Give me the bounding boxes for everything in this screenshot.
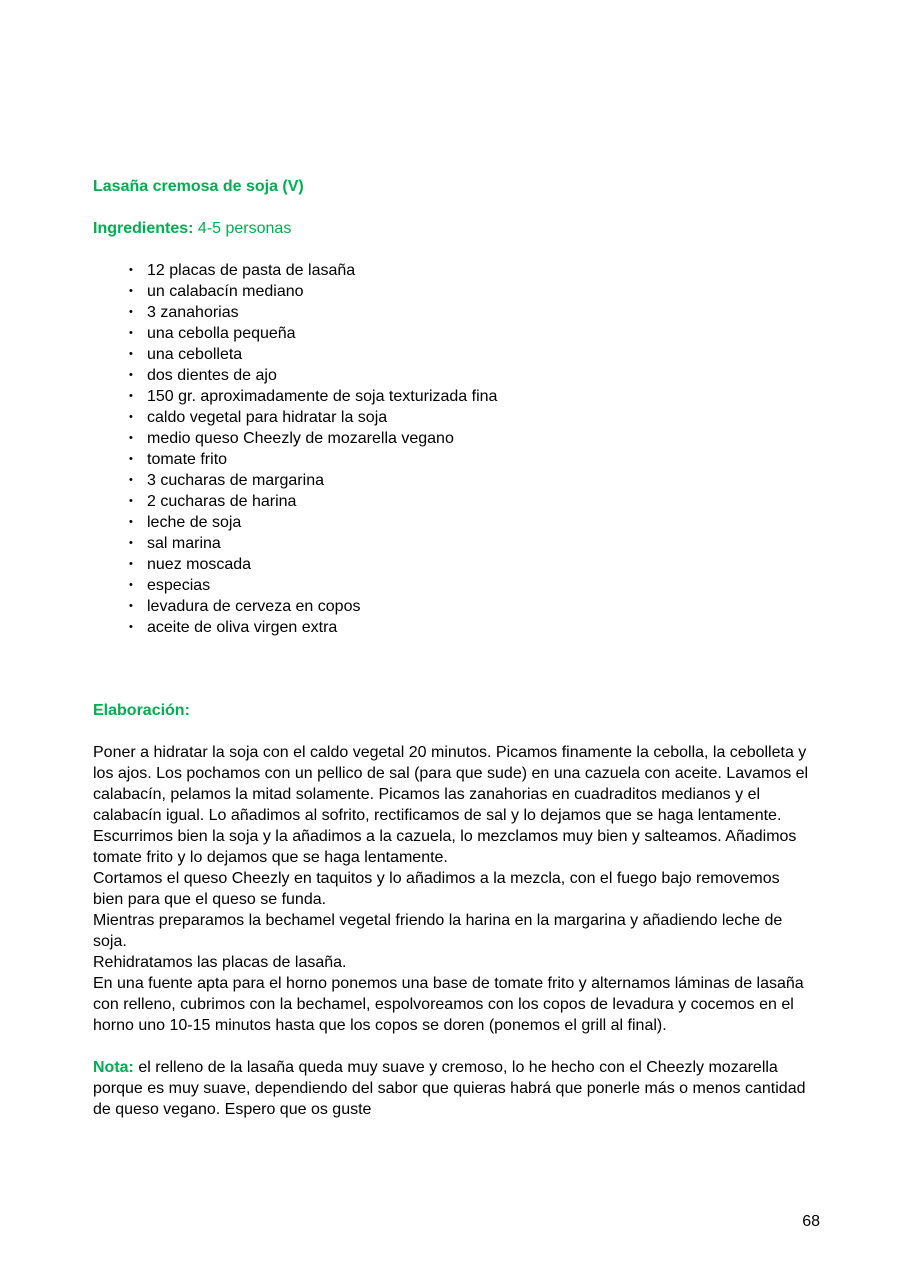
elaboration-paragraph: Poner a hidratar la soja con el caldo vegetal 20 minutos. Picamos finamente la cebolla, la cebolleta y los ajos. Los pochamos con un pellico de sal (para que sude) en una cazuela con aceite. Lavamos el calabacín, pelamos la mitad solamente. Picamos las zanahorias en cuadraditos medianos y el calabacín igual. Lo añadimos al sofrito, rectificamos de sal y lo dejamos que se haga lentamente. Escurrimos bien la soja y la añadimos a la cazuela, lo mezclamos muy bien y salteamos. Añadimos tomate frito y lo dejamos que se haga lentamente. [93,744,809,866]
ingredient-item: • levadura de cerveza en copos [127,596,812,617]
ingredient-item: • caldo vegetal para hidratar la soja [127,407,812,428]
ingredient-item: • un calabacín mediano [127,281,812,302]
ingredient-item: • 3 zanahorias [127,302,812,323]
ingredient-item: • medio queso Cheezly de mozarella vegano [127,428,812,449]
ingredient-item: • especias [127,575,812,596]
note-text: el relleno de la lasaña queda muy suave y cremoso, lo he hecho con el Cheezly mozarella porque es muy suave, dependiendo del sabor que quieras habrá que ponerle más o menos cantidad de queso vegano. Espero que os guste [93,1059,806,1118]
page-number: 68 [802,1213,820,1230]
ingredients-servings: 4-5 personas [197,220,292,237]
ingredient-item: • 150 gr. aproximadamente de soja texturizada fina [127,386,812,407]
note-paragraph [93,1057,812,1120]
ingredients-label: Ingredientes: [93,220,194,237]
ingredient-item: • 3 cucharas de margarina [127,470,812,491]
ingredient-item: • tomate frito [127,449,812,470]
ingredient-item: • dos dientes de ajo [127,365,812,386]
ingredient-item: • nuez moscada [127,554,812,575]
elaboration-paragraph: Rehidratamos las placas de lasaña. [93,954,347,971]
ingredient-item: • sal marina [127,533,812,554]
elaboration-paragraph: Mientras preparamos la bechamel vegetal friendo la harina en la margarina y añadiendo leche de soja. [93,912,783,950]
elaboration-paragraphs [93,742,812,1036]
ingredient-item: • una cebolla pequeña [127,323,812,344]
ingredients-header [93,218,812,239]
ingredient-item: • 2 cucharas de harina [127,491,812,512]
ingredient-item: • 12 placas de pasta de lasaña [127,260,812,281]
elaboration-label: Elaboración: [93,702,190,719]
elaboration-paragraph: Cortamos el queso Cheezly en taquitos y lo añadimos a la mezcla, con el fuego bajo removemos bien para que el queso se funda. [93,870,780,908]
recipe-title: Lasaña cremosa de soja (V) [93,178,304,195]
elaboration-paragraph: En una fuente apta para el horno ponemos una base de tomate frito y alternamos láminas de lasaña con relleno, cubrimos con la bechamel, espolvoreamos con los copos de levadura y cocemos en el horno uno 10-15 minutos hasta que los copos se doren (ponemos el grill al final). [93,975,804,1034]
ingredient-item: • una cebolleta [127,344,812,365]
ingredient-item: • aceite de oliva virgen extra [127,617,812,638]
note-label: Nota: [93,1059,134,1076]
ingredient-item: • leche de soja [127,512,812,533]
ingredients-list [127,260,812,638]
